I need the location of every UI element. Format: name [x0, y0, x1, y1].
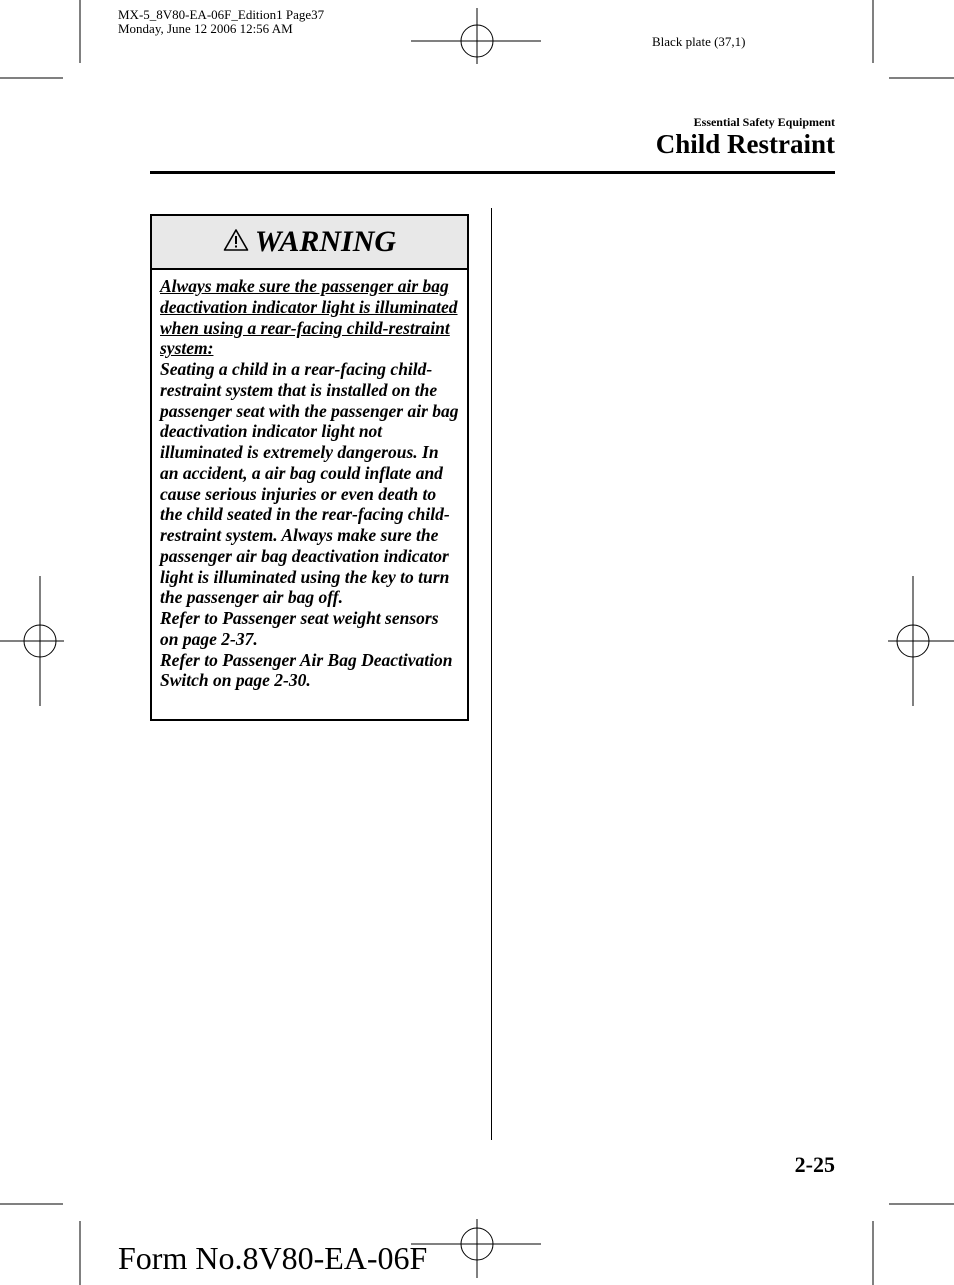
section-name: Essential Safety Equipment [693, 115, 835, 129]
warning-text: Seating a child in a rear-facing child-restraint system that is installed on the passenger seat with the passenger air bag deactivation indicator light not illuminated is extremely dangerous. In an accident, a air bag could inflate and cause serious injuries or even death to the child seated in the rear-facing child-restraint system. Always make sure the passenger air bag deactivation indicator light is illuminated using the key to turn the passenger air bag off. [160, 359, 459, 608]
warning-reference-1: Refer to Passenger seat weight sensors on page 2-37. [160, 608, 439, 649]
plate-label: Black plate (37,1) [652, 34, 746, 49]
form-number: Form No.8V80-EA-06F [118, 1240, 428, 1276]
warning-reference-2: Refer to Passenger Air Bag Deactivation Switch on page 2-30. [160, 649, 453, 691]
warning-triangle-icon [223, 228, 249, 257]
warning-body [152, 270, 467, 691]
page-number: 2-25 [794, 1152, 835, 1177]
warning-label: WARNING [254, 225, 397, 258]
title-rule [150, 171, 835, 174]
warning-box [150, 214, 469, 721]
slug-filename: MX-5_8V80-EA-06F_Edition1 Page37 [118, 7, 325, 22]
print-slug [118, 8, 324, 36]
warning-header [152, 216, 467, 270]
slug-timestamp: Monday, June 12 2006 12:56 AM [118, 21, 293, 36]
page-title: Child Restraint [655, 129, 835, 159]
column-divider [491, 208, 492, 1140]
warning-heading: Always make sure the passenger air bag deactivation indicator light is illuminated when using a rear-facing child-restraint system: [160, 276, 458, 359]
